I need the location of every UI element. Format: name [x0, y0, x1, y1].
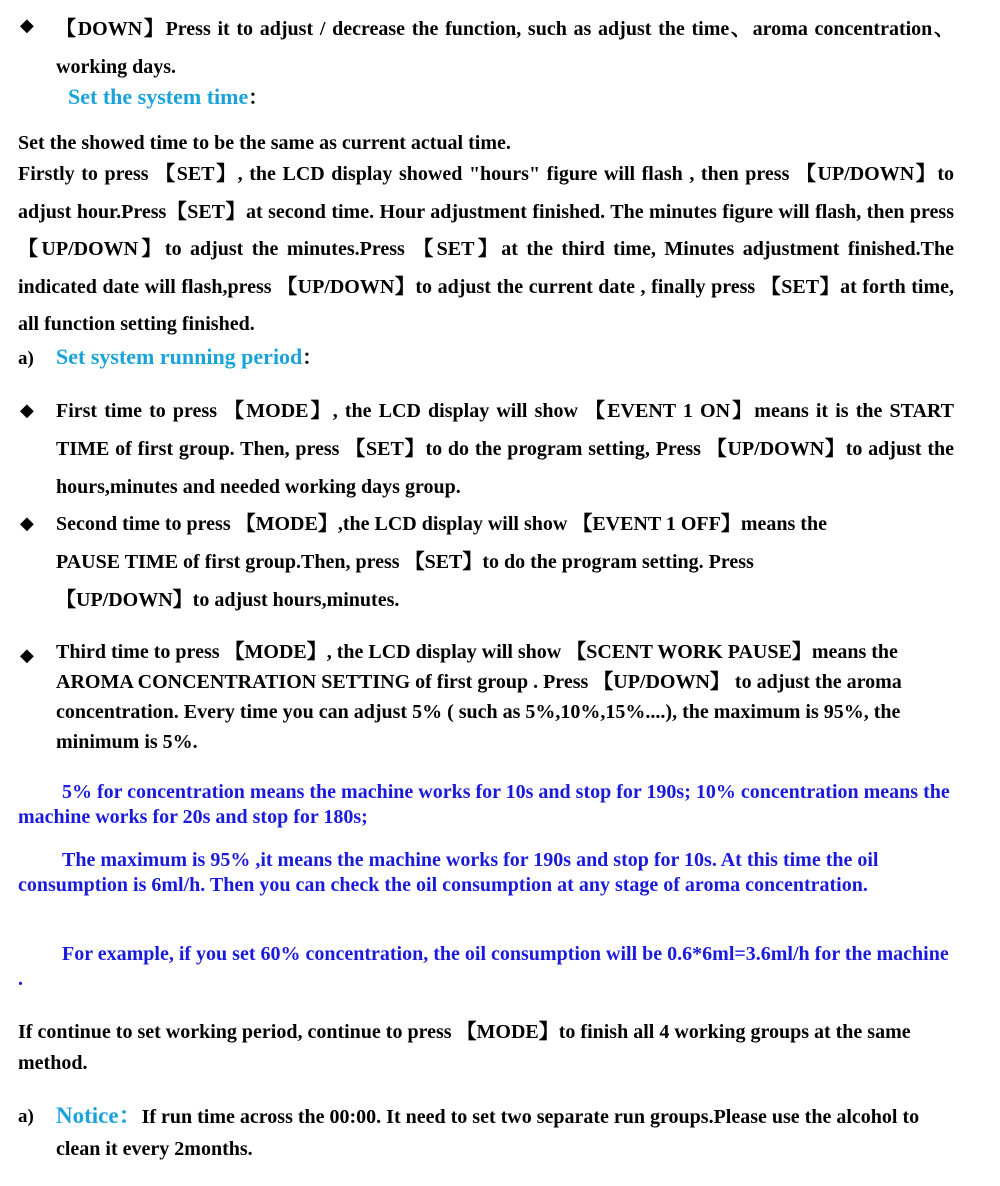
system-time-intro: Set the showed time to be the same as current actual time. [18, 132, 511, 154]
mode-first-press-item: First time to press 【MODE】, the LCD display will show 【EVENT 1 ON】means it is the START TIME of first group. Then, press 【SET】to do the program setting, Press 【UP/DOWN】to adjust the hours,minutes and needed working days group. [56, 400, 954, 498]
system-time-heading: Set the system time： [68, 84, 269, 109]
mode-second-press-item: Second time to press 【MODE】,the LCD display will show 【EVENT 1 OFF】means the PAUSE TIME of first group.Then, press 【SET】to do the program setting. Press 【UP/DOWN】to adjust hours,minutes. [56, 513, 827, 611]
example-note: For example, if you set 60% concentration, the oil consumption will be 0.6*6ml=3.6ml/h for the machine . [18, 943, 949, 990]
notice-paragraph [56, 1100, 954, 1165]
continue-instructions: If continue to set working period, continue to press 【MODE】to finish all 4 working groups at the same method. [18, 1021, 911, 1074]
notice-text: If run time across the 00:00. It need to set two separate run groups.Please use the alcohol to clean it every 2months. [56, 1106, 920, 1160]
concentration-note: 5% for concentration means the machine works for 10s and stop for 190s; 10% concentration means the machine works for 20s and stop for 180s; [18, 781, 950, 828]
notice-marker: a) [18, 1106, 34, 1127]
bullet-diamond-icon: ◆ [20, 400, 34, 420]
down-item-text: 【DOWN】Press it to adjust / decrease the function, such as adjust the time、aroma concentration、working days. [56, 18, 954, 78]
notice-label: Notice： [56, 1103, 142, 1128]
bullet-diamond-icon: ◆ [20, 645, 34, 665]
bullet-diamond-icon: ◆ [20, 513, 34, 533]
running-period-marker: a) [18, 348, 34, 369]
maximum-note: The maximum is 95% ,it means the machine works for 190s and stop for 10s. At this time the oil consumption is 6ml/h. Then you can check the oil consumption at any stage of aroma concentration. [18, 849, 879, 896]
running-period-heading: Set system running period： [56, 344, 323, 369]
system-time-steps: Firstly to press 【SET】, the LCD display showed "hours" figure will flash , then press 【UP/DOWN】to adjust hour.Press【SET】at second time. Hour adjustment finished. The minutes figure will flash, then press 【UP/DOWN】to adjust the minutes.Press 【SET】at the third time, Minutes adjustment finished.The indicated date will flash,press 【UP/DOWN】to adjust the current date , finally press 【SET】at forth time, all function setting finished. [18, 163, 954, 335]
bullet-diamond-icon: ◆ [20, 15, 34, 35]
mode-third-press-item: Third time to press 【MODE】, the LCD display will show 【SCENT WORK PAUSE】means the AROMA CONCENTRATION SETTING of first group . Press 【UP/DOWN】 to adjust the aroma concentration. Every time you can adjust 5% ( such as 5%,10%,15%....), the maximum is 95%, the minimum is 5%. [56, 641, 902, 753]
